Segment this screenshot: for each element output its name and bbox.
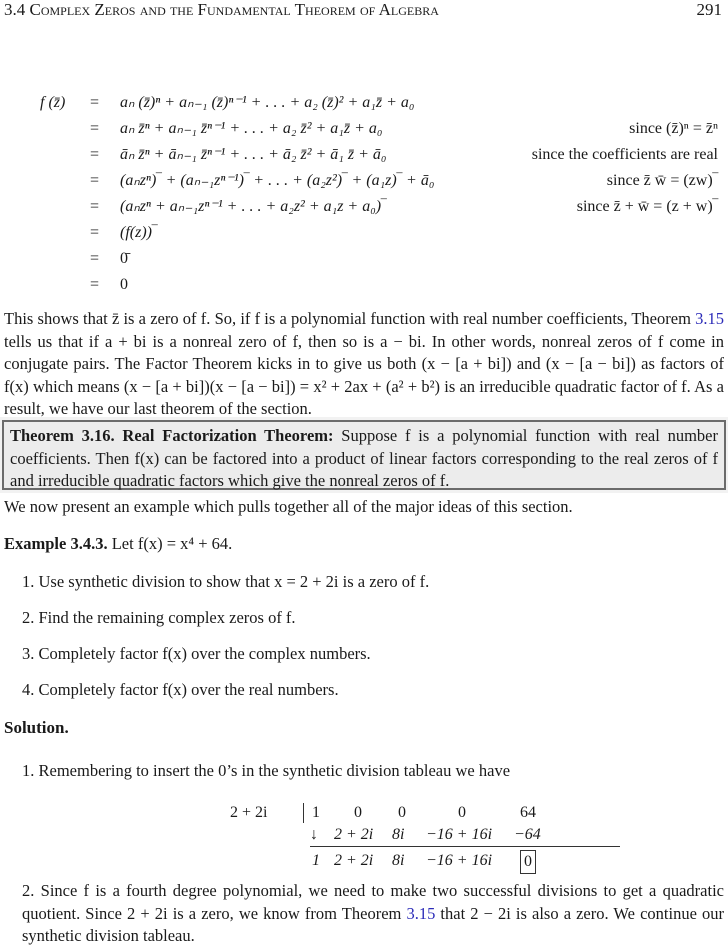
example-item: 4. Completely factor f(x) over the real numbers. bbox=[22, 680, 339, 699]
equals-sign: = bbox=[90, 198, 100, 215]
tableau-row-3 bbox=[230, 850, 630, 872]
tableau-cell: ↓ bbox=[310, 826, 318, 843]
derivation-lhs: f (z̄) bbox=[40, 94, 66, 111]
paragraph-intro-example: We now present an example which pulls together all of the major ideas of this section. bbox=[4, 497, 573, 516]
equals-sign: = bbox=[90, 224, 100, 241]
example-heading bbox=[4, 533, 724, 556]
tableau-cell: 1 bbox=[312, 852, 320, 869]
tableau-horizontal-bar bbox=[310, 846, 620, 847]
example-statement: Let f(x) = x⁴ + 64. bbox=[107, 534, 233, 553]
page-header bbox=[4, 0, 722, 22]
tableau-divisor: 2 + 2i bbox=[230, 804, 268, 821]
example-item: 1. Use synthetic division to show that x = 2 + 2i is a zero of f. bbox=[22, 572, 430, 591]
paragraph-conjugate-pairs bbox=[4, 308, 724, 421]
derivation-row: aₙ (z̄)ⁿ + aₙ₋₁ (z̄)ⁿ⁻¹ + . . . + a₂ (z̄)² + a₁z̄ + a₀ bbox=[120, 94, 415, 111]
solution-step-2 bbox=[22, 880, 724, 948]
tableau-cell: −16 + 16i bbox=[426, 852, 493, 869]
derivation-row: (aₙzⁿ)‾ + (aₙ₋₁zⁿ⁻¹)‾ + . . . + (a₂z²)‾ + (a₁z)‾ + ā₀ bbox=[120, 172, 435, 189]
paragraph-text: tells us that if a + bi is a nonreal zero of f, then so is a − bi. In other words, nonreal zeros of f come in conjugate pairs. The Factor Theorem kicks in to give us both (x − [a + bi]) and (x − [a − bi]) as factors of f(x) which means (x − [a + bi])(x − [a − bi]) = x² + 2ax + (a² + b²) is an irreducible quadratic factor of f. As a result, we have our last theorem of the section. bbox=[4, 331, 724, 418]
example-item: 3. Completely factor f(x) over the complex numbers. bbox=[22, 644, 371, 663]
paragraph-text: 2. Since f is a fourth degree polynomial, we need to make two successful divisions to get a quadratic quotient. Since 2 + 2i is a zero, we know from Theorem bbox=[22, 881, 724, 923]
equals-sign: = bbox=[90, 120, 100, 137]
section-title: 3.4 Complex Zeros and the Fundamental Theorem of Algebra bbox=[4, 0, 439, 19]
derivation-row: (aₙzⁿ + aₙ₋₁zⁿ⁻¹ + . . . + a₂z² + a₁z + a₀)‾ bbox=[120, 198, 387, 215]
derivation-note: since (z̄)ⁿ = z̄ⁿ bbox=[629, 120, 718, 137]
example-title: Example 3.4.3. bbox=[4, 534, 108, 553]
derivation-row: 0 bbox=[120, 276, 128, 293]
derivation-row: āₙ z̄ⁿ + āₙ₋₁ z̄ⁿ⁻¹ + . . . + ā₂ z̄² + ā₁ z̄ + ā₀ bbox=[120, 146, 387, 163]
equals-sign: = bbox=[90, 172, 100, 189]
equals-sign: = bbox=[90, 250, 100, 267]
equals-sign: = bbox=[90, 276, 100, 293]
example-item: 2. Find the remaining complex zeros of f. bbox=[22, 608, 296, 627]
tableau-cell: 8i bbox=[392, 852, 405, 869]
tableau-row-2 bbox=[230, 824, 630, 846]
derivation-row: aₙ z̄ⁿ + aₙ₋₁ z̄ⁿ⁻¹ + . . . + a₂ z̄² + a₁z̄ + a₀ bbox=[120, 120, 383, 137]
tableau-remainder-box: 0 bbox=[520, 850, 536, 874]
paragraph-text: that 2 − 2i is also a zero. We continue our synthetic division tableau. bbox=[22, 903, 724, 945]
tableau-row-1 bbox=[230, 802, 630, 824]
derivation-row: 0̄ bbox=[120, 250, 128, 267]
derivation-row: (f(z))‾ bbox=[120, 224, 158, 241]
solution-step-1: 1. Remembering to insert the 0’s in the synthetic division tableau we have bbox=[22, 761, 511, 780]
tableau-cell: 0 bbox=[398, 804, 406, 821]
tableau-cell: 2 + 2i bbox=[334, 826, 374, 843]
derivation-note: since z̄ + w̄ = (z + w)‾ bbox=[576, 198, 718, 215]
derivation-note: since z̄ w̄ = (zw)‾ bbox=[606, 172, 718, 189]
theorem-title: Theorem 3.16. Real Factorization Theorem: bbox=[10, 426, 334, 445]
derivation-note: since the coefficients are real bbox=[531, 146, 718, 163]
tableau-cell: 64 bbox=[520, 804, 536, 821]
equals-sign: = bbox=[90, 146, 100, 163]
tableau-cell: −64 bbox=[514, 826, 541, 843]
paragraph-text: This shows that z̄ is a zero of f. So, if f is a polynomial function with real number coefficients, Theorem bbox=[4, 309, 696, 328]
tableau-cell: 8i bbox=[392, 826, 405, 843]
theorem-link[interactable]: 3.15 bbox=[695, 309, 724, 328]
tableau-cell: 1 bbox=[312, 804, 320, 821]
tableau-cell: 0 bbox=[458, 804, 466, 821]
theorem-body: Suppose f is a polynomial function with real number coefficients. Then f(x) can be factored into a product of linear factors corresponding to the real zeros of f and irreducible quadratic factors which give the nonreal zeros of f. bbox=[10, 426, 718, 490]
tableau-cell: 2 + 2i bbox=[334, 852, 374, 869]
solution-label: Solution. bbox=[4, 718, 69, 737]
tableau-cell: 0 bbox=[354, 804, 362, 821]
page-number: 291 bbox=[696, 0, 722, 19]
tableau-cell: −16 + 16i bbox=[426, 826, 493, 843]
equals-sign: = bbox=[90, 94, 100, 111]
theorem-box bbox=[2, 420, 726, 490]
theorem-link[interactable]: 3.15 bbox=[406, 903, 436, 923]
